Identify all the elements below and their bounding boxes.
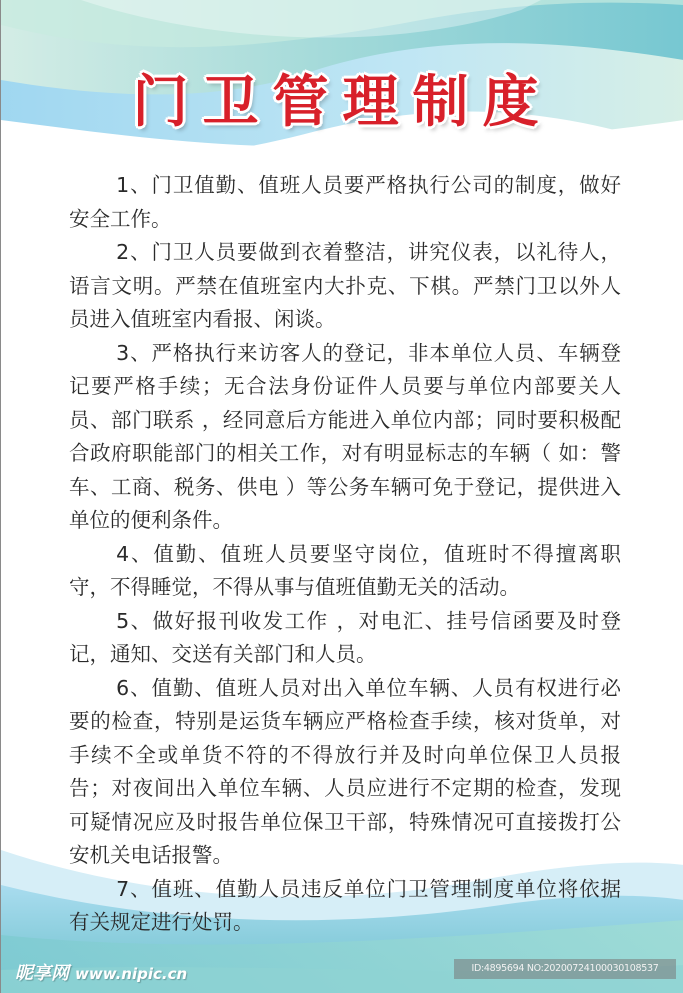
watermark-id: ID:4895694 NO:20200724100030108537 [454, 959, 676, 979]
rules-list [69, 169, 621, 940]
rule-item: 1、门卫值勤、值班人员要严格执行公司的制度，做好安全工作。 [69, 173, 621, 231]
rule-item: 7、值班、值勤人员违反单位门卫管理制度单位将依据有关规定进行处罚。 [69, 876, 621, 934]
watermark-bar [1, 955, 683, 993]
rule-item: 6、值勤、值班人员对出入单位车辆、人员有权进行必要的检查，特别是运货车辆应严格检查手续，核对货单，对手续不全或单货不符的不得放行并及时向单位保卫人员报告；对夜间出入单位车辆、人员应进行不定期的检查，发现可疑情况应及时报告单位保卫干部，特殊情况可直接拨打公安机关电话报警。 [69, 675, 621, 867]
watermark-url: www.nipic.cn [75, 965, 188, 983]
watermark-logo [15, 959, 187, 985]
watermark-logo-text: 昵享网 [15, 963, 69, 984]
rule-item: 3、严格执行来访客人的登记，非本单位人员、车辆登记要严格手续；无合法身份证件人员要与单位内部要关人员、部门联系 ，经同意后方能进入单位内部；同时要积极配合政府职能部门的相关工作，对有明显标志的车辆（ 如：警车、工商、税务、供电 ）等公务车辆可免于登记，提供进入单位的便利条件。 [69, 340, 621, 532]
rule-item: 4、值勤、值班人员要坚守岗位，值班时不得擅离职守，不得睡觉，不得从事与值班值勤无关的活动。 [69, 541, 621, 599]
rule-item: 2、门卫人员要做到衣着整洁，讲究仪表，以礼待人，语言文明。严禁在值班室内大扑克、下棋。严禁门卫以外人员进入值班室内看报、闲谈。 [69, 240, 621, 331]
page-title: 门卫管理制度 [132, 70, 553, 135]
rule-item: 5、做好报刊收发工作 ，对电汇、挂号信函要及时登记，通知、交送有关部门和人员。 [69, 608, 621, 666]
